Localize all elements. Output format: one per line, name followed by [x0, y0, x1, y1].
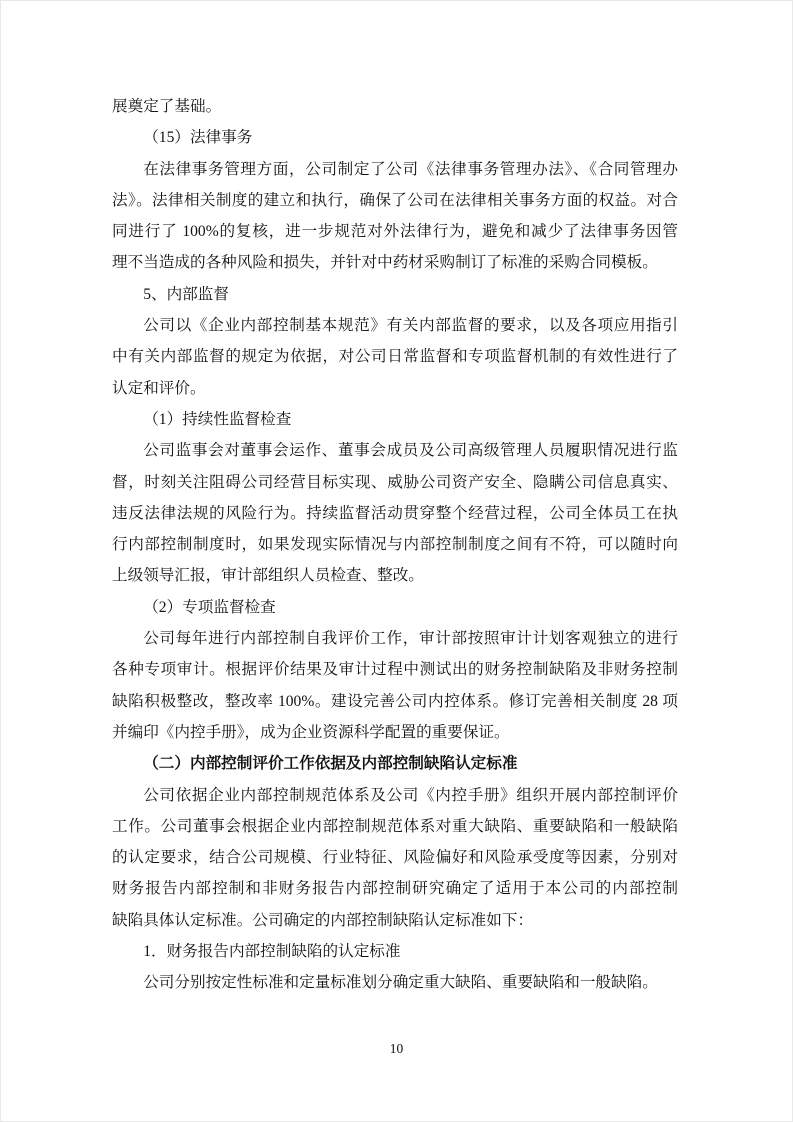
text-line: 法》。法律相关制度的建立和执行，确保了公司在法律相关事务方面的权益。对合 — [112, 191, 678, 209]
text-line: 1．财务报告内部控制缺陷的认定标准 — [143, 943, 401, 961]
text-line: 展奠定了基础。 — [112, 98, 222, 115]
text-line: 理不当造成的各种风险和损失，并针对中药材采购制订了标准的采购合同模板。 — [112, 254, 658, 272]
text-line: 公司每年进行内部控制自我评价工作，审计部按照审计计划客观独立的进行 — [143, 630, 678, 648]
page-footer — [0, 1040, 793, 1058]
text-line: （2）专项监督检查 — [143, 598, 276, 616]
text-line: 公司以《企业内部控制基本规范》有关内部监督的要求，以及各项应用指引 — [143, 317, 678, 335]
section-heading-line: （二）内部控制评价工作依据及内部控制缺陷认定标准 — [143, 755, 518, 773]
text-line: 公司依据企业内部控制规范体系及公司《内控手册》组织开展内部控制评价 — [143, 786, 678, 804]
text-line: 同进行了 100%的复核，进一步规范对外法律行为，避免和减少了法律事务因管 — [112, 223, 678, 241]
text-line: （1）持续性监督检查 — [143, 410, 292, 428]
text-line: 各种专项审计。根据评价结果及审计过程中测试出的财务控制缺陷及非财务控制 — [112, 661, 678, 679]
text-line: 认定和评价。 — [112, 379, 206, 397]
text-line: （15）法律事务 — [143, 129, 253, 147]
text-line: 缺陷积极整改，整改率 100%。建设完善公司内控体系。修订完善相关制度 28 项 — [112, 692, 678, 710]
document-body — [112, 91, 678, 999]
text-line: 督，时刻关注阻碍公司经营目标实现、威胁公司资产安全、隐瞒公司信息真实、 — [112, 473, 678, 491]
text-line: 5、内部监督 — [143, 285, 229, 303]
text-line: 公司分别按定性标准和定量标准划分确定重大缺陷、重要缺陷和一般缺陷。 — [143, 974, 658, 992]
text-line: 在法律事务管理方面，公司制定了公司《法律事务管理办法》、《合同管理办 — [143, 160, 678, 178]
page-number: 10 — [389, 1041, 404, 1056]
text-line: 公司监事会对董事会运作、董事会成员及公司高级管理人员履职情况进行监 — [143, 442, 678, 460]
text-line: 财务报告内部控制和非财务报告内部控制研究确定了适用于本公司的内部控制 — [112, 880, 678, 898]
text-line: 的认定要求，结合公司规模、行业特征、风险偏好和风险承受度等因素，分别对 — [112, 849, 678, 867]
text-line: 上级领导汇报，审计部组织人员检查、整改。 — [112, 567, 424, 585]
text-line: 中有关内部监督的规定为依据，对公司日常监督和专项监督机制的有效性进行了 — [112, 348, 678, 366]
text-line: 缺陷具体认定标准。公司确定的内部控制缺陷认定标准如下： — [112, 911, 534, 929]
text-line: 违反法律法规的风险行为。持续监督活动贯穿整个经营过程，公司全体员工在执 — [112, 504, 678, 522]
text-line: 工作。公司董事会根据企业内部控制规范体系对重大缺陷、重要缺陷和一般缺陷 — [112, 817, 678, 835]
text-line: 并编印《内控手册》，成为企业资源科学配置的重要保证。 — [112, 723, 510, 741]
text-line: 行内部控制制度时，如果发现实际情况与内部控制制度之间有不符，可以随时向 — [112, 536, 678, 554]
